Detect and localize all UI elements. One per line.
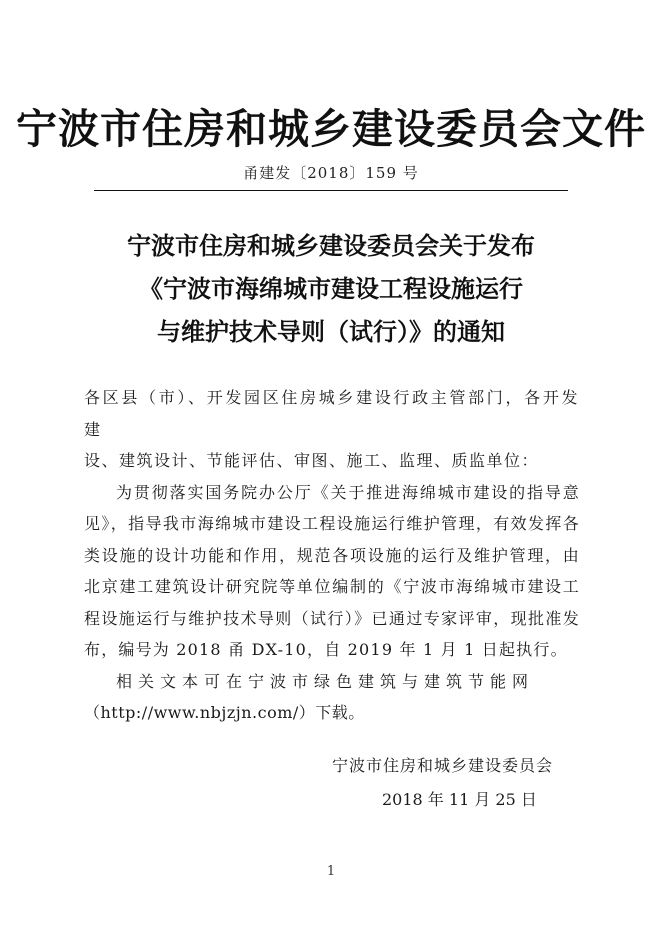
- body-paragraph: 为贯彻落实国务院办公厅《关于推进海绵城市建设的指导意见》，指导我市海绵城市建设工程设施运行维护管理，有效发挥各类设施的设计功能和作用，规范各项设施的运行及维护管理，由北京建工建筑设计研究院等单位编制的《宁波市海绵城市建设工程设施运行与维护技术导则（试行）》已通过专家评审，现批准发布，编号为 2018 甬 DX-10，自 2019 年 1 月 1 日起执行。: [84, 482, 580, 659]
- download-note-line: 相关文本可在宁波市绿色建筑与建筑节能网: [116, 671, 535, 691]
- signing-date: 2018 年 11 月 25 日: [382, 790, 537, 809]
- document-number: 甬建发〔2018〕159 号: [243, 164, 419, 182]
- notice-body: [84, 382, 580, 729]
- notice-title: [0, 224, 662, 353]
- notice-title-line: 宁波市住房和城乡建设委员会关于发布: [127, 231, 535, 260]
- addressee-line: 设、建筑设计、节能评估、审图、施工、监理、质监单位：: [84, 451, 540, 470]
- page-number: 1: [326, 864, 336, 879]
- addressee-line: 各区县（市）、开发园区住房城乡建设行政主管部门，各开发建: [84, 388, 580, 439]
- header-divider: [94, 190, 568, 191]
- notice-title-line: 《宁波市海绵城市建设工程设施运行: [139, 274, 523, 303]
- notice-title-line: 与维护技术导则（试行）》的通知: [157, 317, 505, 346]
- document-header-title: 宁波市住房和城乡建设委员会文件: [16, 105, 646, 153]
- download-link-line: （http://www.nbjzjn.com/）下载。: [84, 703, 365, 722]
- signing-organization: 宁波市住房和城乡建设委员会: [332, 756, 554, 775]
